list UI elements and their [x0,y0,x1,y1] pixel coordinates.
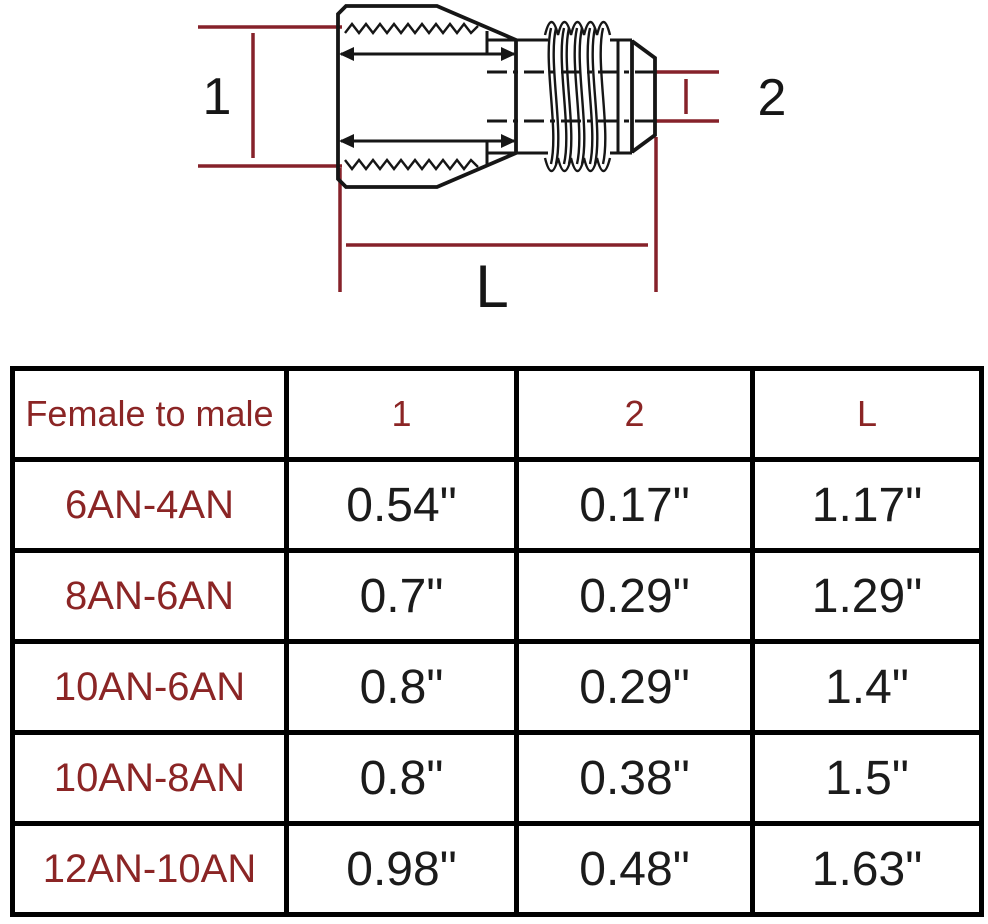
dim2-value: 0.17" [517,460,753,551]
dimension-lines [198,27,719,292]
female-nut-outline [338,6,548,187]
length-value: 1.17" [753,460,982,551]
cone-arrowhead [501,134,516,148]
row-size-label: 8AN-6AN [13,551,287,642]
table-row [13,551,982,642]
thread-helix [601,28,606,164]
female-thread-zigzag-top [345,24,478,33]
fitting-dimension-diagram [0,0,988,346]
table-row [13,733,982,824]
dim2-value: 0.48" [517,824,753,915]
col-header-dim2: 2 [517,369,753,460]
dim1-value: 0.8" [287,733,517,824]
cone-arrowhead [339,134,354,148]
length-value: 1.29" [753,551,982,642]
male-thread-end [545,22,655,171]
col-header-size: Female to male [13,369,287,460]
row-size-label: 10AN-6AN [13,642,287,733]
dim-length-label: L [475,253,509,320]
table-row [13,642,982,733]
nut-body [338,6,516,187]
dim1-value: 0.98" [287,824,517,915]
row-size-label: 12AN-10AN [13,824,287,915]
dim1-value: 0.8" [287,642,517,733]
table-row [13,460,982,551]
dim2-value: 0.29" [517,642,753,733]
col-header-dim1: 1 [287,369,517,460]
table-header-row [13,369,982,460]
length-value: 1.63" [753,824,982,915]
dim2-label: 2 [757,69,787,127]
dimension-spec-table [10,366,984,917]
cone-arrowhead [501,47,516,61]
row-size-label: 6AN-4AN [13,460,287,551]
length-value: 1.5" [753,733,982,824]
nose-chamfer-and-face [632,41,655,152]
table-row [13,824,982,915]
length-value: 1.4" [753,642,982,733]
cone-arrowhead [339,47,354,61]
dim1-value: 0.54" [287,460,517,551]
row-size-label: 10AN-8AN [13,733,287,824]
dim1-value: 0.7" [287,551,517,642]
dim1-label: 1 [202,68,232,126]
female-thread-zigzag-bottom [345,160,478,169]
dim2-value: 0.29" [517,551,753,642]
col-header-length: L [753,369,982,460]
dim2-value: 0.38" [517,733,753,824]
